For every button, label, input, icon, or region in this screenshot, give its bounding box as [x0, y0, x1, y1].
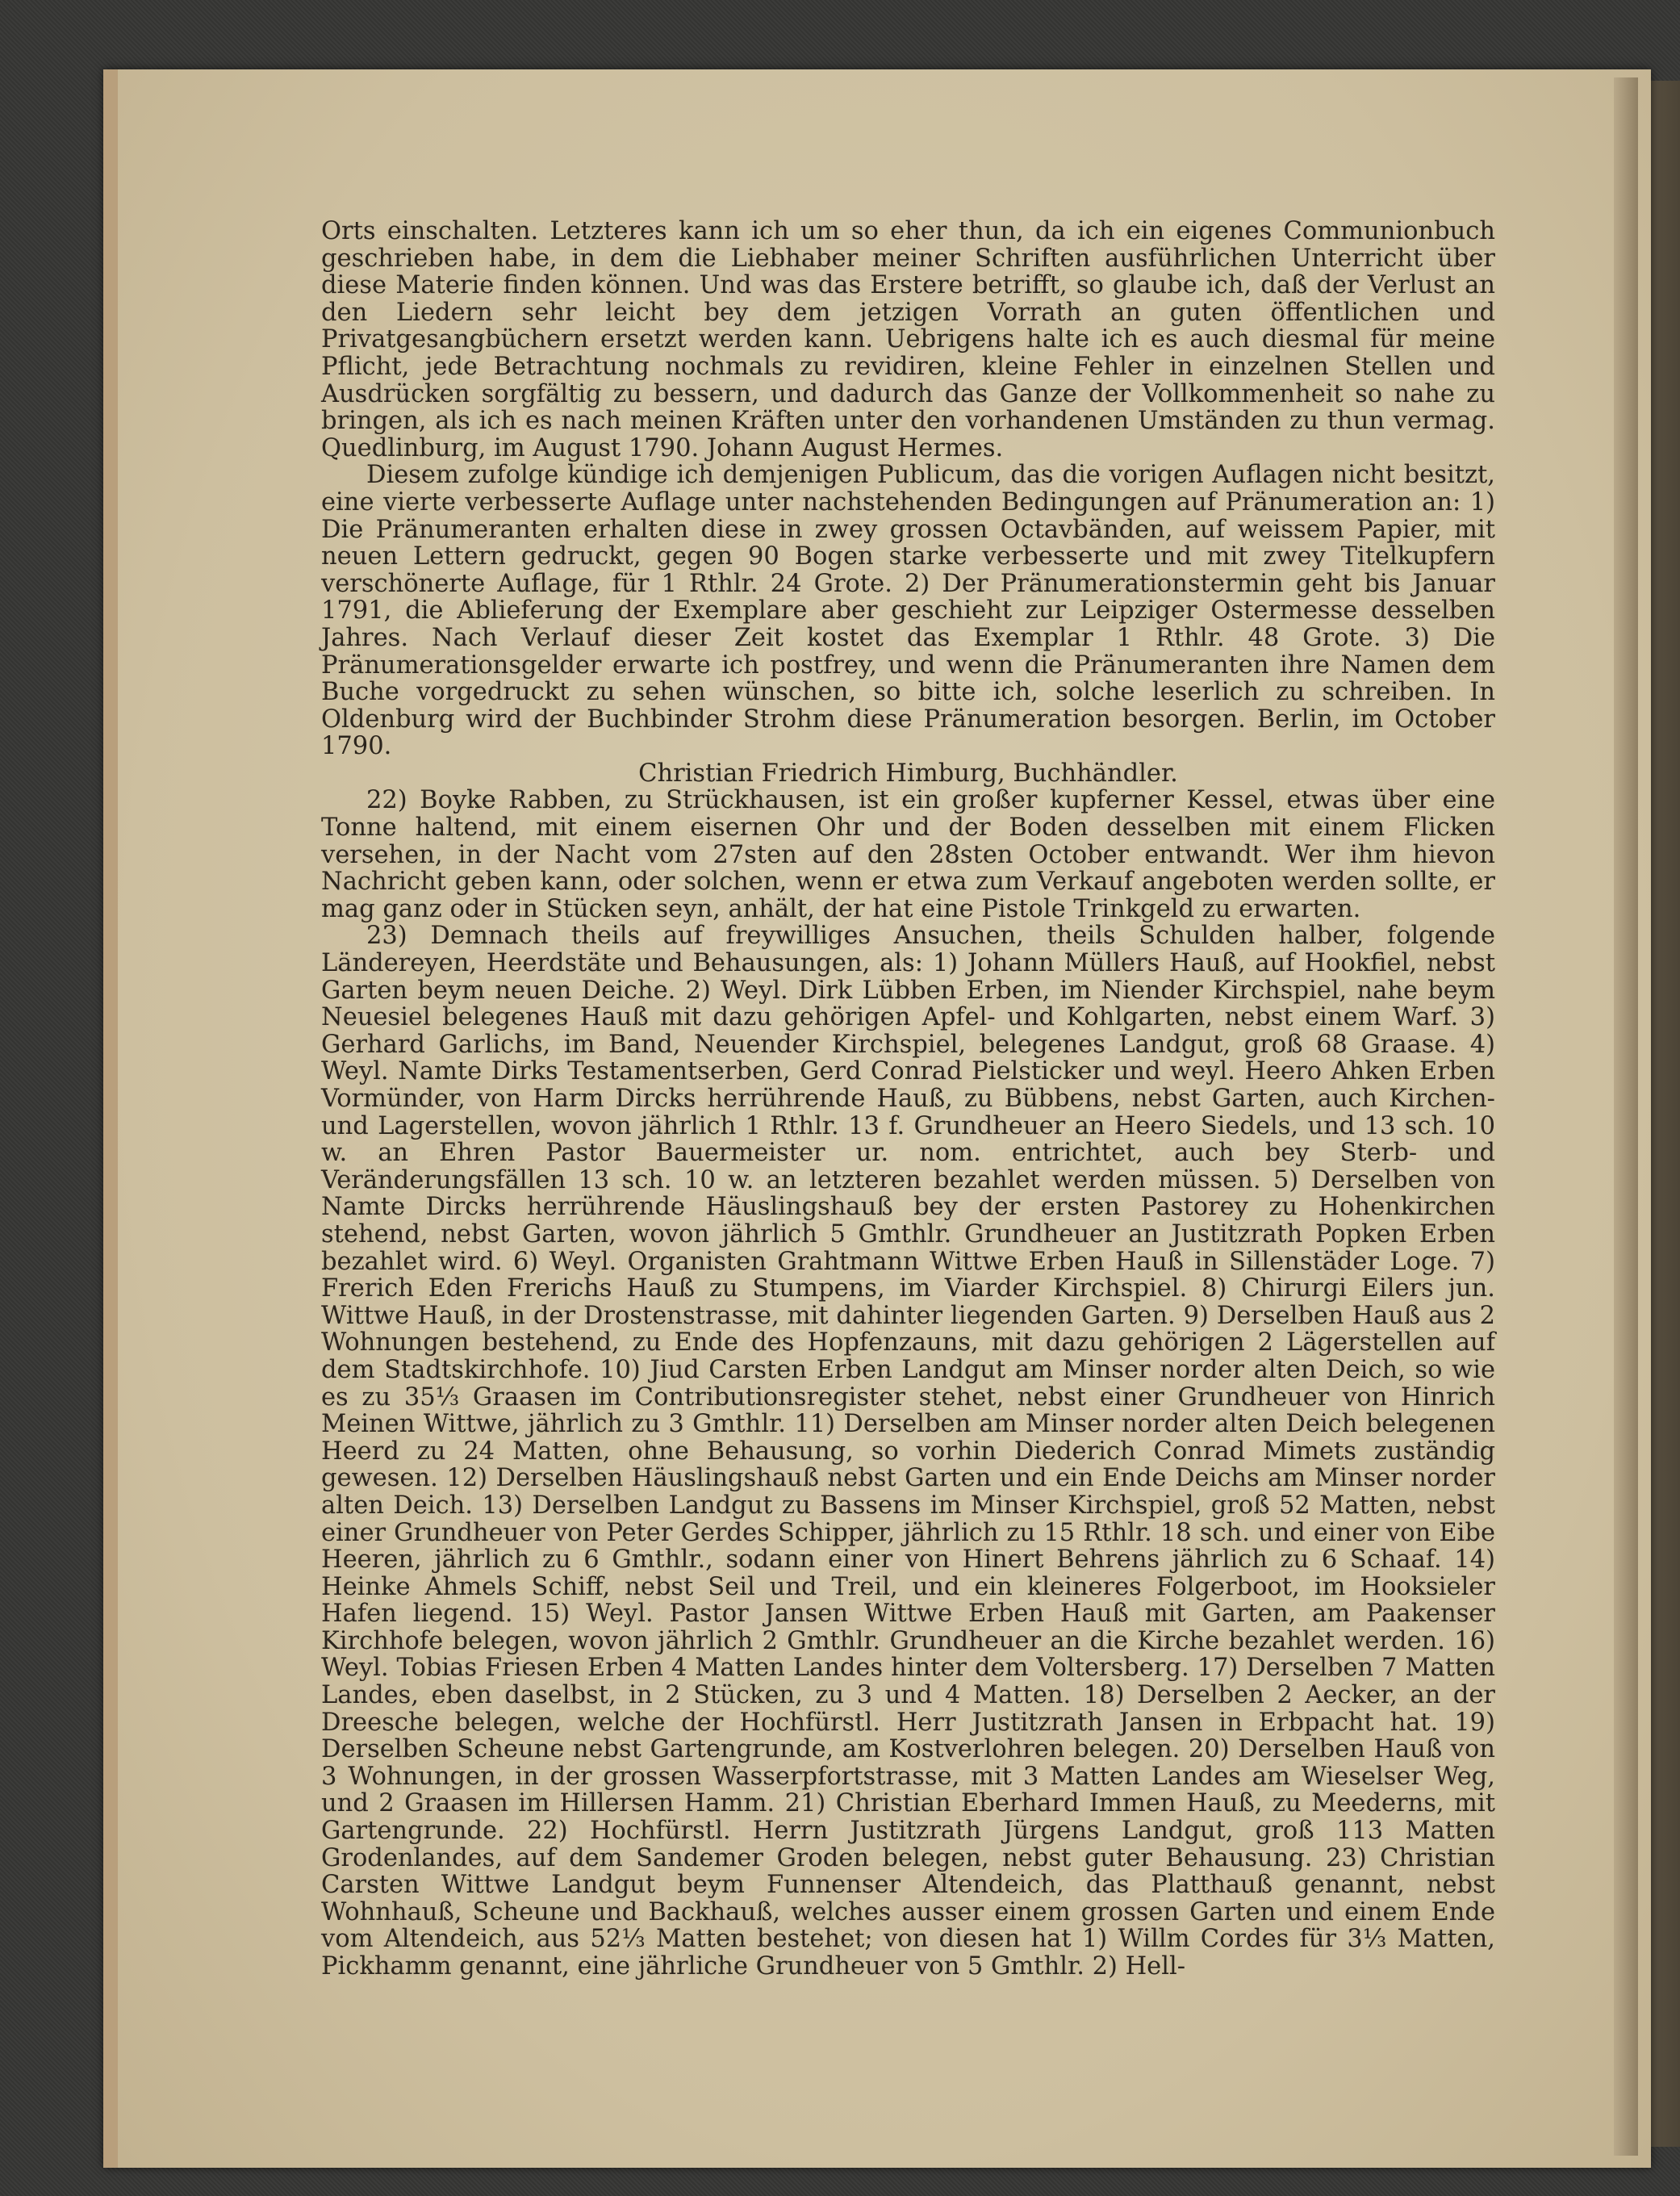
notice-22: 22) Boyke Rabben, zu Strückhausen, ist ein großer kupferner Kessel, etwas über eine Tonne haltend, mit einem eisernen Ohr und der Boden desselben mit einem Flicken versehen, in der Nacht vom 27sten auf den 28sten October entwandt. Wer ihm hievon Nachricht geben kann, oder solchen, wenn er etwa zum Verkauf angeboten werden sollte, er mag ganz oder in Stücken seyn, anhält, der hat eine Pistole Trinkgeld zu erwarten. [321, 786, 1495, 923]
page-text [321, 217, 1495, 1981]
signature-himburg: Christian Friedrich Himburg, Buchhändler. [638, 759, 1178, 788]
paragraph-subscription: Diesem zufolge kündige ich demjenigen Publicum, das die vorigen Auflagen nicht besitzt, eine vierte verbesserte Auflage unter nachstehenden Bedingungen auf Pränumeration an: 1) Die Pränumeranten erhalten diese in zwey grossen Octavbänden, auf weissem Papier, mit neuen Lettern gedruckt, gegen 90 Bogen starke verbesserte und mit zwey Titelkupfern verschönerte Auflage, für 1 Rthlr. 24 Grote. 2) Der Pränumerationstermin geht bis Januar 1791, die Ablieferung der Exemplare aber geschieht zur Leipziger Ostermesse desselben Jahres. Nach Verlauf dieser Zeit kostet das Exemplar 1 Rthlr. 48 Grote. 3) Die Pränumerationsgelder erwarte ich postfrey, und wenn die Pränumeranten ihre Namen dem Buche vorgedruckt zu sehen wünschen, so bitte ich, solche leserlich zu schreiben. In Oldenburg wird der Buchbinder Strohm diese Pränumeration besorgen. Berlin, im October 1790. [321, 461, 1495, 761]
page-fore-edge [1614, 77, 1638, 2156]
paragraph-preface: Orts einschalten. Letzteres kann ich um so eher thun, da ich ein eigenes Communionbuch geschrieben habe, in dem die Liebhaber meiner Schriften ausführlichen Unterricht über diese Materie finden können. Und was das Erstere betrifft, so glaube ich, daß der Verlust an den Liedern sehr leicht bey dem jetzigen Vorrath an guten öffentlichen und Privatgesangbüchern ersetzt werden kann. Uebrigens halte ich es auch diesmal für meine Pflicht, jede Betrachtung nochmals zu revidiren, kleine Fehler in einzelnen Stellen und Ausdrücken sorgfältig zu bessern, und dadurch das Ganze der Vollkommenheit so nahe zu bringen, als ich es nach meinen Kräften unter den vorhandenen Umständen zu thun vermag. Quedlinburg, im August 1790. Johann August Hermes. [321, 217, 1495, 462]
notice-23: 23) Demnach theils auf freywilliges Ansuchen, theils Schulden halber, folgende Ländereyen, Heerdstäte und Behausungen, als: 1) Johann Müllers Hauß, auf Hookfiel, nebst Garten beym neuen Deiche. 2) Weyl. Dirk Lübben Erben, im Niender Kirchspiel, nahe beym Neuesiel belegenes Hauß mit dazu gehörigen Apfel- und Kohlgarten, nebst einem Warf. 3) Gerhard Garlichs, im Band, Neuender Kirchspiel, belegenes Landgut, groß 68 Graase. 4) Weyl. Namte Dirks Testamentserben, Gerd Conrad Pielsticker und weyl. Heero Ahken Erben Vormünder, von Harm Dircks herrührende Hauß, zu Bübbens, nebst Garten, auch Kirchen- und Lagerstellen, wovon jährlich 1 Rthlr. 13 f. Grundheuer an Heero Siedels, und 13 sch. 10 w. an Ehren Pastor Bauermeister ur. nom. entrichtet, auch bey Sterb- und Veränderungsfällen 13 sch. 10 w. an letzteren bezahlet werden müssen. 5) Derselben von Namte Dircks herrührende Häuslingshauß bey der ersten Pastorey zu Hohenkirchen stehend, nebst Garten, wovon jährlich 5 Gmthlr. Grundheuer an Justitzrath Popken Erben bezahlet wird. 6) Weyl. Organisten Grahtmann Wittwe Erben Hauß in Sillenstäder Loge. 7) Frerich Eden Frerichs Hauß zu Stumpens, im Viarder Kirchspiel. 8) Chirurgi Eilers jun. Wittwe Hauß, in der Drostenstrasse, mit dahinter liegenden Garten. 9) Derselben Hauß aus 2 Wohnungen bestehend, zu Ende des Hopfenzauns, mit dazu gehörigen 2 Lägerstellen auf dem Stadtskirchhofe. 10) Jiud Carsten Erben Landgut am Minser norder alten Deich, so wie es zu 35⅓ Graasen im Contributionsregister stehet, nebst einer Grundheuer von Hinrich Meinen Wittwe, jährlich zu 3 Gmthlr. 11) Derselben am Minser norder alten Deich belegenen Heerd zu 24 Matten, ohne Behausung, so vorhin Diederich Conrad Mimets zuständig gewesen. 12) Derselben Häuslingshauß nebst Garten und ein Ende Deichs am Minser norder alten Deich. 13) Derselben Landgut zu Bassens im Minser Kirchspiel, groß 52 Matten, nebst einer Grundheuer von Peter Gerdes Schipper, jährlich zu 15 Rthlr. 18 sch. und einer von Eibe Heeren, jährlich zu 6 Gmthlr., sodann einer von Hinert Behrens jährlich zu 6 Schaaf. 14) Heinke Ahmels Schiff, nebst Seil und Treil, und ein kleineres Folgerboot, im Hooksieler Hafen liegend. 15) Weyl. Pastor Jansen Wittwe Erben Hauß mit Garten, am Paakenser Kirchhofe belegen, wovon jährlich 2 Gmthlr. Grundheuer an die Kirche bezahlet werden. 16) Weyl. Tobias Friesen Erben 4 Matten Landes hinter dem Voltersberg. 17) Derselben 7 Matten Landes, eben daselbst, in 2 Stücken, zu 3 und 4 Matten. 18) Derselben 2 Aecker, an der Dreesche belegen, welche der Hochfürstl. Herr Justitzrath Jansen in Erbpacht hat. 19) Derselben Scheune nebst Gartengrunde, am Kostverlohren belegen. 20) Derselben Hauß von 3 Wohnungen, in der grossen Wasserpfortstrasse, mit 3 Matten Landes am Wieselser Weg, und 2 Graasen im Hillersen Hamm. 21) Christian Eberhard Immen Hauß, zu Meederns, mit Gartengrunde. 22) Hochfürstl. Herrn Justitzrath Jürgens Landgut, groß 113 Matten Grodenlandes, auf dem Sandemer Groden belegen, nebst guter Behausung. 23) Christian Carsten Wittwe Landgut beym Funnenser Altendeich, das Platthauß genannt, nebst Wohnhauß, Scheune und Backhauß, welches ausser einem grossen Garten und einem Ende vom Altendeich, aus 52⅓ Matten bestehet; von diesen hat 1) Willm Cordes für 3⅓ Matten, Pickhamm genannt, eine jährliche Grundheuer von 5 Gmthlr. 2) Hell- [321, 922, 1495, 1981]
